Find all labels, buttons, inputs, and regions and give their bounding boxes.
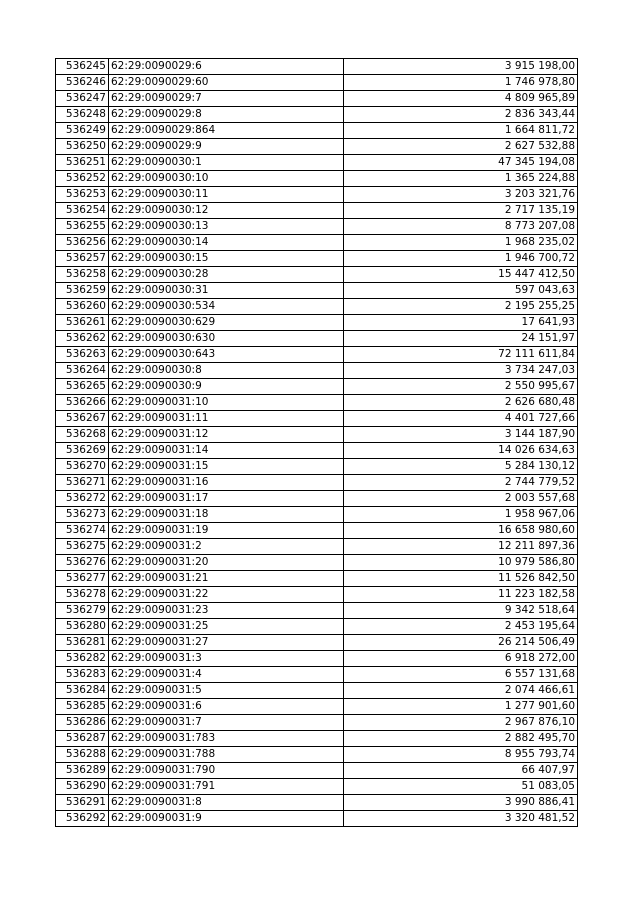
table-row [56, 187, 578, 203]
table-row [56, 699, 578, 715]
cadastral-number-cell: 62:29:0090031:11 [109, 411, 344, 427]
cadastral-number-cell: 62:29:0090031:16 [109, 475, 344, 491]
table-row [56, 651, 578, 667]
cadastral-value-cell: 16 658 980,60 [344, 523, 578, 539]
cadastral-value-cell: 1 946 700,72 [344, 251, 578, 267]
cadastral-value-cell: 3 734 247,03 [344, 363, 578, 379]
cadastral-value-table [55, 58, 578, 827]
table-row [56, 427, 578, 443]
table-row [56, 715, 578, 731]
table-row [56, 667, 578, 683]
cadastral-value-cell: 11 223 182,58 [344, 587, 578, 603]
row-number-cell: 536248 [56, 107, 109, 123]
table-row [56, 475, 578, 491]
row-number-cell: 536266 [56, 395, 109, 411]
cadastral-number-cell: 62:29:0090030:28 [109, 267, 344, 283]
cadastral-value-cell: 4 401 727,66 [344, 411, 578, 427]
row-number-cell: 536271 [56, 475, 109, 491]
row-number-cell: 536265 [56, 379, 109, 395]
cadastral-value-cell: 72 111 611,84 [344, 347, 578, 363]
row-number-cell: 536288 [56, 747, 109, 763]
table-row [56, 139, 578, 155]
cadastral-value-cell: 3 990 886,41 [344, 795, 578, 811]
cadastral-value-cell: 11 526 842,50 [344, 571, 578, 587]
cadastral-value-cell: 2 550 995,67 [344, 379, 578, 395]
row-number-cell: 536281 [56, 635, 109, 651]
cadastral-value-cell: 17 641,93 [344, 315, 578, 331]
table-row [56, 683, 578, 699]
cadastral-value-cell: 26 214 506,49 [344, 635, 578, 651]
table-row [56, 811, 578, 827]
table-row [56, 219, 578, 235]
table-row [56, 59, 578, 75]
cadastral-number-cell: 62:29:0090031:3 [109, 651, 344, 667]
table-row [56, 379, 578, 395]
cadastral-value-cell: 14 026 634,63 [344, 443, 578, 459]
cadastral-number-cell: 62:29:0090029:864 [109, 123, 344, 139]
cadastral-number-cell: 62:29:0090031:15 [109, 459, 344, 475]
row-number-cell: 536258 [56, 267, 109, 283]
table-row [56, 795, 578, 811]
cadastral-value-cell: 2 003 557,68 [344, 491, 578, 507]
row-number-cell: 536277 [56, 571, 109, 587]
cadastral-value-cell: 24 151,97 [344, 331, 578, 347]
cadastral-number-cell: 62:29:0090029:9 [109, 139, 344, 155]
row-number-cell: 536245 [56, 59, 109, 75]
table-row [56, 171, 578, 187]
row-number-cell: 536290 [56, 779, 109, 795]
row-number-cell: 536256 [56, 235, 109, 251]
table-row [56, 747, 578, 763]
table-row [56, 283, 578, 299]
cadastral-number-cell: 62:29:0090030:534 [109, 299, 344, 315]
cadastral-value-cell: 66 407,97 [344, 763, 578, 779]
cadastral-number-cell: 62:29:0090031:790 [109, 763, 344, 779]
row-number-cell: 536286 [56, 715, 109, 731]
row-number-cell: 536292 [56, 811, 109, 827]
cadastral-number-cell: 62:29:0090031:19 [109, 523, 344, 539]
cadastral-number-cell: 62:29:0090029:6 [109, 59, 344, 75]
table-row [56, 571, 578, 587]
row-number-cell: 536246 [56, 75, 109, 91]
cadastral-number-cell: 62:29:0090029:60 [109, 75, 344, 91]
cadastral-number-cell: 62:29:0090031:6 [109, 699, 344, 715]
cadastral-value-cell: 15 447 412,50 [344, 267, 578, 283]
cadastral-number-cell: 62:29:0090030:12 [109, 203, 344, 219]
cadastral-number-cell: 62:29:0090030:13 [109, 219, 344, 235]
row-number-cell: 536273 [56, 507, 109, 523]
table-row [56, 731, 578, 747]
row-number-cell: 536285 [56, 699, 109, 715]
row-number-cell: 536284 [56, 683, 109, 699]
cadastral-number-cell: 62:29:0090030:10 [109, 171, 344, 187]
cadastral-value-cell: 5 284 130,12 [344, 459, 578, 475]
table-row [56, 443, 578, 459]
cadastral-value-cell: 10 979 586,80 [344, 555, 578, 571]
table-row [56, 123, 578, 139]
row-number-cell: 536263 [56, 347, 109, 363]
table-row [56, 555, 578, 571]
cadastral-number-cell: 62:29:0090031:8 [109, 795, 344, 811]
cadastral-value-cell: 3 144 187,90 [344, 427, 578, 443]
cadastral-value-cell: 12 211 897,36 [344, 539, 578, 555]
cadastral-number-cell: 62:29:0090030:31 [109, 283, 344, 299]
table-row [56, 491, 578, 507]
row-number-cell: 536254 [56, 203, 109, 219]
cadastral-number-cell: 62:29:0090031:4 [109, 667, 344, 683]
cadastral-value-cell: 6 557 131,68 [344, 667, 578, 683]
cadastral-number-cell: 62:29:0090030:9 [109, 379, 344, 395]
table-row [56, 251, 578, 267]
row-number-cell: 536282 [56, 651, 109, 667]
cadastral-value-cell: 51 083,05 [344, 779, 578, 795]
cadastral-number-cell: 62:29:0090031:17 [109, 491, 344, 507]
cadastral-number-cell: 62:29:0090031:2 [109, 539, 344, 555]
cadastral-value-cell: 47 345 194,08 [344, 155, 578, 171]
row-number-cell: 536251 [56, 155, 109, 171]
cadastral-value-cell: 2 626 680,48 [344, 395, 578, 411]
cadastral-value-cell: 2 836 343,44 [344, 107, 578, 123]
table-row [56, 635, 578, 651]
table-row [56, 539, 578, 555]
cadastral-number-cell: 62:29:0090031:22 [109, 587, 344, 603]
table-row [56, 395, 578, 411]
table-row [56, 619, 578, 635]
cadastral-value-cell: 2 195 255,25 [344, 299, 578, 315]
cadastral-number-cell: 62:29:0090029:7 [109, 91, 344, 107]
row-number-cell: 536260 [56, 299, 109, 315]
table-row [56, 507, 578, 523]
cadastral-number-cell: 62:29:0090031:783 [109, 731, 344, 747]
cadastral-number-cell: 62:29:0090030:8 [109, 363, 344, 379]
cadastral-value-cell: 8 773 207,08 [344, 219, 578, 235]
table-row [56, 91, 578, 107]
cadastral-value-cell: 2 744 779,52 [344, 475, 578, 491]
cadastral-number-cell: 62:29:0090031:21 [109, 571, 344, 587]
table-row [56, 107, 578, 123]
cadastral-number-cell: 62:29:0090030:14 [109, 235, 344, 251]
table-row [56, 779, 578, 795]
row-number-cell: 536291 [56, 795, 109, 811]
row-number-cell: 536264 [56, 363, 109, 379]
row-number-cell: 536255 [56, 219, 109, 235]
cadastral-value-cell: 4 809 965,89 [344, 91, 578, 107]
row-number-cell: 536283 [56, 667, 109, 683]
cadastral-number-cell: 62:29:0090030:630 [109, 331, 344, 347]
row-number-cell: 536268 [56, 427, 109, 443]
table-row [56, 763, 578, 779]
cadastral-value-cell: 8 955 793,74 [344, 747, 578, 763]
row-number-cell: 536278 [56, 587, 109, 603]
table-row [56, 523, 578, 539]
cadastral-value-cell: 1 277 901,60 [344, 699, 578, 715]
row-number-cell: 536252 [56, 171, 109, 187]
cadastral-value-cell: 3 203 321,76 [344, 187, 578, 203]
row-number-cell: 536247 [56, 91, 109, 107]
cadastral-value-cell: 1 958 967,06 [344, 507, 578, 523]
table-row [56, 459, 578, 475]
row-number-cell: 536270 [56, 459, 109, 475]
table-row [56, 315, 578, 331]
cadastral-number-cell: 62:29:0090031:5 [109, 683, 344, 699]
cadastral-value-cell: 3 915 198,00 [344, 59, 578, 75]
cadastral-value-cell: 2 074 466,61 [344, 683, 578, 699]
cadastral-number-cell: 62:29:0090029:8 [109, 107, 344, 123]
cadastral-value-cell: 6 918 272,00 [344, 651, 578, 667]
row-number-cell: 536253 [56, 187, 109, 203]
cadastral-value-cell: 2 882 495,70 [344, 731, 578, 747]
cadastral-value-cell: 1 968 235,02 [344, 235, 578, 251]
row-number-cell: 536262 [56, 331, 109, 347]
cadastral-number-cell: 62:29:0090031:12 [109, 427, 344, 443]
table-body [56, 59, 578, 827]
cadastral-number-cell: 62:29:0090031:23 [109, 603, 344, 619]
table-row [56, 75, 578, 91]
cadastral-value-cell: 2 717 135,19 [344, 203, 578, 219]
cadastral-number-cell: 62:29:0090030:1 [109, 155, 344, 171]
table-row [56, 203, 578, 219]
row-number-cell: 536257 [56, 251, 109, 267]
table-row [56, 347, 578, 363]
row-number-cell: 536249 [56, 123, 109, 139]
cadastral-value-cell: 1 664 811,72 [344, 123, 578, 139]
cadastral-value-cell: 1 365 224,88 [344, 171, 578, 187]
cadastral-number-cell: 62:29:0090031:791 [109, 779, 344, 795]
cadastral-number-cell: 62:29:0090030:643 [109, 347, 344, 363]
row-number-cell: 536272 [56, 491, 109, 507]
cadastral-number-cell: 62:29:0090031:14 [109, 443, 344, 459]
row-number-cell: 536280 [56, 619, 109, 635]
cadastral-number-cell: 62:29:0090031:788 [109, 747, 344, 763]
table-row [56, 331, 578, 347]
cadastral-number-cell: 62:29:0090030:15 [109, 251, 344, 267]
table-row [56, 363, 578, 379]
cadastral-number-cell: 62:29:0090030:629 [109, 315, 344, 331]
cadastral-value-cell: 597 043,63 [344, 283, 578, 299]
cadastral-number-cell: 62:29:0090031:25 [109, 619, 344, 635]
cadastral-number-cell: 62:29:0090031:27 [109, 635, 344, 651]
row-number-cell: 536250 [56, 139, 109, 155]
row-number-cell: 536259 [56, 283, 109, 299]
cadastral-number-cell: 62:29:0090031:7 [109, 715, 344, 731]
table-row [56, 155, 578, 171]
table-row [56, 267, 578, 283]
table-row [56, 299, 578, 315]
cadastral-number-cell: 62:29:0090031:9 [109, 811, 344, 827]
cadastral-number-cell: 62:29:0090031:20 [109, 555, 344, 571]
row-number-cell: 536269 [56, 443, 109, 459]
cadastral-value-cell: 2 967 876,10 [344, 715, 578, 731]
cadastral-number-cell: 62:29:0090031:10 [109, 395, 344, 411]
cadastral-value-cell: 9 342 518,64 [344, 603, 578, 619]
cadastral-number-cell: 62:29:0090030:11 [109, 187, 344, 203]
table-row [56, 587, 578, 603]
cadastral-value-cell: 2 453 195,64 [344, 619, 578, 635]
cadastral-value-cell: 1 746 978,80 [344, 75, 578, 91]
cadastral-value-cell: 2 627 532,88 [344, 139, 578, 155]
row-number-cell: 536274 [56, 523, 109, 539]
cadastral-value-cell: 3 320 481,52 [344, 811, 578, 827]
row-number-cell: 536289 [56, 763, 109, 779]
row-number-cell: 536276 [56, 555, 109, 571]
row-number-cell: 536287 [56, 731, 109, 747]
cadastral-number-cell: 62:29:0090031:18 [109, 507, 344, 523]
table-row [56, 235, 578, 251]
row-number-cell: 536261 [56, 315, 109, 331]
table-row [56, 603, 578, 619]
row-number-cell: 536267 [56, 411, 109, 427]
row-number-cell: 536279 [56, 603, 109, 619]
table-row [56, 411, 578, 427]
row-number-cell: 536275 [56, 539, 109, 555]
